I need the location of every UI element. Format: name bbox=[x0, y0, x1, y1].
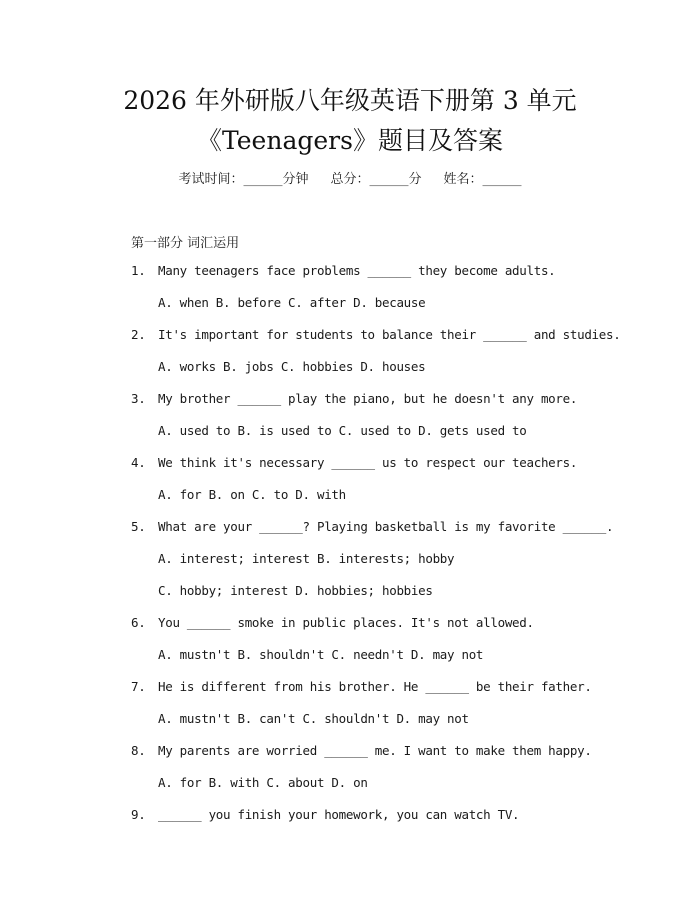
question-text: Many teenagers face problems ______ they become adults. bbox=[158, 263, 556, 278]
question-number: 3. bbox=[131, 391, 146, 406]
question-5-options: A. interest; interest B. interests; hobby bbox=[158, 551, 455, 566]
question-text: It's important for students to balance their ______ and studies. bbox=[158, 327, 621, 342]
question-number: 2. bbox=[131, 327, 146, 342]
question-6-options: A. mustn't B. shouldn't C. needn't D. may not bbox=[158, 647, 484, 662]
exam-time: 考试时间：______分钟 bbox=[178, 172, 309, 187]
question-number: 6. bbox=[131, 615, 146, 630]
question-1-options: A. when B. before C. after D. because bbox=[158, 295, 426, 310]
question-4 bbox=[131, 455, 577, 470]
question-3 bbox=[131, 391, 577, 406]
document-title-line-2: 《Teenagers》题目及答案 bbox=[197, 126, 503, 155]
question-8-options: A. for B. with C. about D. on bbox=[158, 775, 368, 790]
document-title-line-1: 2026 年外研版八年级英语下册第 3 单元 bbox=[123, 86, 577, 115]
exam-score: 总分：______分 bbox=[330, 172, 422, 187]
question-2-options: A. works B. jobs C. hobbies D. houses bbox=[158, 359, 426, 374]
question-5 bbox=[131, 519, 613, 534]
question-number: 9. bbox=[131, 807, 146, 822]
question-3-options: A. used to B. is used to C. used to D. gets used to bbox=[158, 423, 527, 438]
exam-info bbox=[0, 168, 700, 187]
question-text: ______ you finish your homework, you can watch TV. bbox=[158, 807, 520, 822]
question-number: 1. bbox=[131, 263, 146, 278]
question-text: We think it's necessary ______ us to respect our teachers. bbox=[158, 455, 578, 470]
section-heading: 第一部分 词汇运用 bbox=[131, 236, 240, 251]
question-2 bbox=[131, 327, 620, 342]
exam-name: 姓名：______ bbox=[443, 172, 522, 187]
question-1 bbox=[131, 263, 555, 278]
question-text: He is different from his brother. He ______ be their father. bbox=[158, 679, 592, 694]
question-8 bbox=[131, 743, 592, 758]
question-text: What are your ______? Playing basketball is my favorite ______. bbox=[158, 519, 614, 534]
question-number: 5. bbox=[131, 519, 146, 534]
question-number: 4. bbox=[131, 455, 146, 470]
question-number: 7. bbox=[131, 679, 146, 694]
question-4-options: A. for B. on C. to D. with bbox=[158, 487, 346, 502]
question-number: 8. bbox=[131, 743, 146, 758]
question-text: My parents are worried ______ me. I want to make them happy. bbox=[158, 743, 592, 758]
question-9 bbox=[131, 807, 519, 822]
question-text: My brother ______ play the piano, but he doesn't any more. bbox=[158, 391, 578, 406]
question-5-options: C. hobby; interest D. hobbies; hobbies bbox=[158, 583, 433, 598]
question-7 bbox=[131, 679, 592, 694]
question-6 bbox=[131, 615, 534, 630]
question-7-options: A. mustn't B. can't C. shouldn't D. may not bbox=[158, 711, 469, 726]
question-text: You ______ smoke in public places. It's not allowed. bbox=[158, 615, 534, 630]
